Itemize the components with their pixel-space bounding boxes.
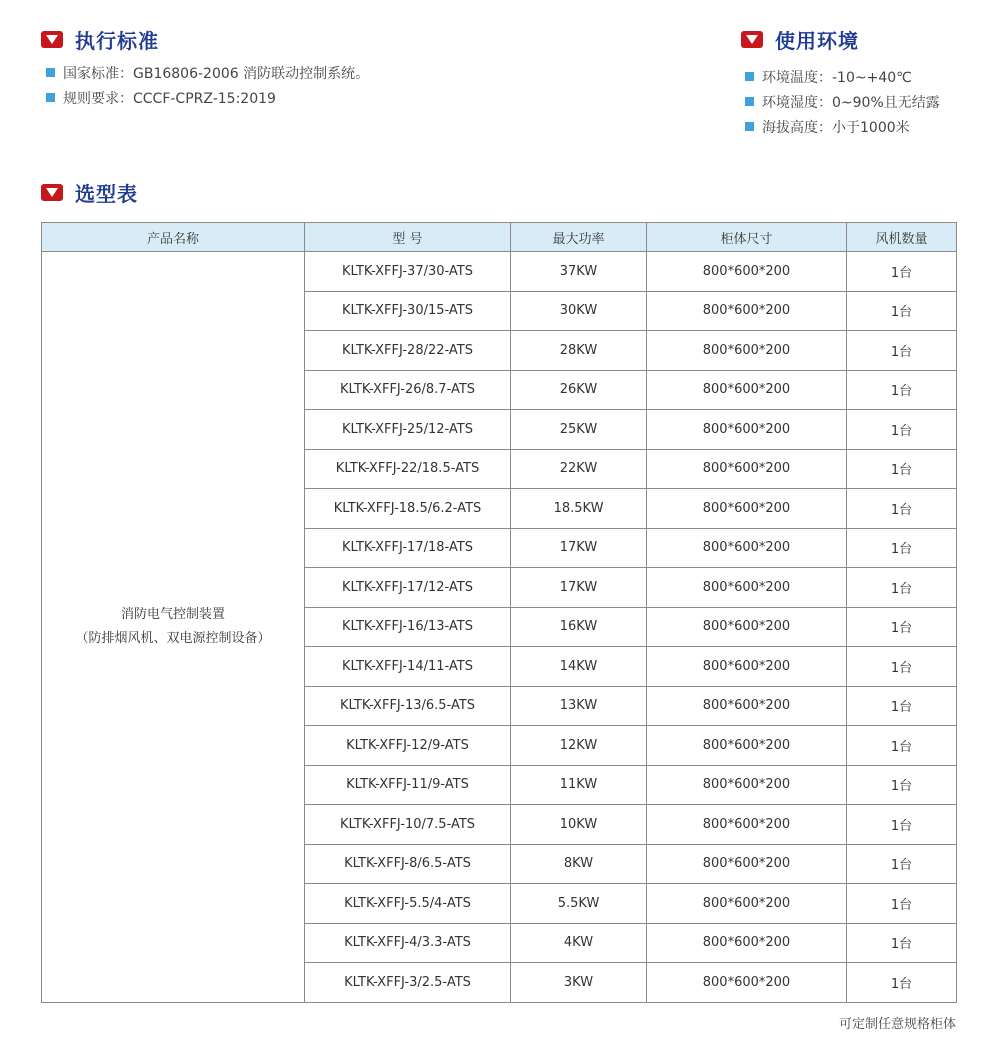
model-cell: KLTK-XFFJ-18.5/6.2-ATS: [305, 489, 511, 529]
power-cell: 13KW: [511, 686, 647, 726]
model-cell: KLTK-XFFJ-37/30-ATS: [305, 252, 511, 292]
model-cell: KLTK-XFFJ-17/12-ATS: [305, 568, 511, 608]
model-cell: KLTK-XFFJ-17/18-ATS: [305, 528, 511, 568]
list-item: [745, 114, 940, 139]
model-cell: KLTK-XFFJ-4/3.3-ATS: [305, 923, 511, 963]
table-row: [42, 252, 957, 292]
power-cell: 4KW: [511, 923, 647, 963]
power-cell: 22KW: [511, 449, 647, 489]
model-cell: KLTK-XFFJ-3/2.5-ATS: [305, 963, 511, 1003]
size-cell: 800*600*200: [647, 331, 847, 371]
power-cell: 11KW: [511, 765, 647, 805]
table-body: [42, 252, 957, 1003]
qty-cell: 1台: [847, 844, 957, 884]
qty-cell: 1台: [847, 291, 957, 331]
list-item: [745, 89, 940, 114]
qty-cell: 1台: [847, 568, 957, 608]
list-item: [46, 85, 369, 110]
header-model: 型 号: [305, 223, 511, 252]
square-bullet-icon: [745, 72, 754, 81]
qty-cell: 1台: [847, 686, 957, 726]
environment-item: 环境温度：-10~+40℃: [762, 69, 912, 86]
down-triangle-icon: [741, 31, 763, 48]
selection-heading: [41, 178, 138, 207]
size-cell: 800*600*200: [647, 963, 847, 1003]
size-cell: 800*600*200: [647, 489, 847, 529]
size-cell: 800*600*200: [647, 449, 847, 489]
standards-title: 执行标准: [75, 29, 159, 53]
size-cell: 800*600*200: [647, 410, 847, 450]
size-cell: 800*600*200: [647, 923, 847, 963]
environment-heading: [741, 25, 859, 54]
power-cell: 10KW: [511, 805, 647, 845]
model-cell: KLTK-XFFJ-8/6.5-ATS: [305, 844, 511, 884]
model-cell: KLTK-XFFJ-28/22-ATS: [305, 331, 511, 371]
qty-cell: 1台: [847, 252, 957, 292]
qty-cell: 1台: [847, 410, 957, 450]
square-bullet-icon: [46, 93, 55, 102]
square-bullet-icon: [745, 122, 754, 131]
selection-title: 选型表: [75, 182, 138, 206]
table-header-row: [42, 223, 957, 252]
power-cell: 17KW: [511, 568, 647, 608]
qty-cell: 1台: [847, 963, 957, 1003]
down-triangle-icon: [41, 184, 63, 201]
list-item: [745, 64, 940, 89]
power-cell: 14KW: [511, 647, 647, 687]
size-cell: 800*600*200: [647, 528, 847, 568]
qty-cell: 1台: [847, 489, 957, 529]
power-cell: 37KW: [511, 252, 647, 292]
power-cell: 18.5KW: [511, 489, 647, 529]
qty-cell: 1台: [847, 370, 957, 410]
environment-item: 海拔高度：小于1000米: [762, 119, 910, 136]
square-bullet-icon: [745, 97, 754, 106]
size-cell: 800*600*200: [647, 568, 847, 608]
selection-table: [41, 222, 957, 1003]
size-cell: 800*600*200: [647, 686, 847, 726]
qty-cell: 1台: [847, 528, 957, 568]
model-cell: KLTK-XFFJ-16/13-ATS: [305, 607, 511, 647]
qty-cell: 1台: [847, 884, 957, 924]
model-cell: KLTK-XFFJ-13/6.5-ATS: [305, 686, 511, 726]
qty-cell: 1台: [847, 805, 957, 845]
power-cell: 8KW: [511, 844, 647, 884]
model-cell: KLTK-XFFJ-25/12-ATS: [305, 410, 511, 450]
size-cell: 800*600*200: [647, 765, 847, 805]
product-name-subline: （防排烟风机、双电源控制设备）: [75, 630, 271, 646]
power-cell: 26KW: [511, 370, 647, 410]
power-cell: 17KW: [511, 528, 647, 568]
size-cell: 800*600*200: [647, 252, 847, 292]
down-triangle-icon: [41, 31, 63, 48]
power-cell: 5.5KW: [511, 884, 647, 924]
model-cell: KLTK-XFFJ-10/7.5-ATS: [305, 805, 511, 845]
footnote: 可定制任意规格柜体: [838, 1017, 956, 1032]
header-product-name: 产品名称: [42, 223, 305, 252]
environment-title: 使用环境: [775, 29, 859, 53]
power-cell: 16KW: [511, 607, 647, 647]
qty-cell: 1台: [847, 726, 957, 766]
model-cell: KLTK-XFFJ-14/11-ATS: [305, 647, 511, 687]
power-cell: 3KW: [511, 963, 647, 1003]
product-name-cell: [42, 252, 305, 1003]
product-name-line: 消防电气控制装置: [120, 606, 225, 622]
power-cell: 30KW: [511, 291, 647, 331]
qty-cell: 1台: [847, 647, 957, 687]
model-cell: KLTK-XFFJ-22/18.5-ATS: [305, 449, 511, 489]
environment-list: [745, 64, 940, 139]
model-cell: KLTK-XFFJ-5.5/4-ATS: [305, 884, 511, 924]
model-cell: KLTK-XFFJ-12/9-ATS: [305, 726, 511, 766]
size-cell: 800*600*200: [647, 370, 847, 410]
power-cell: 25KW: [511, 410, 647, 450]
size-cell: 800*600*200: [647, 291, 847, 331]
qty-cell: 1台: [847, 449, 957, 489]
model-cell: KLTK-XFFJ-26/8.7-ATS: [305, 370, 511, 410]
size-cell: 800*600*200: [647, 884, 847, 924]
qty-cell: 1台: [847, 765, 957, 805]
size-cell: 800*600*200: [647, 726, 847, 766]
standards-list: [46, 60, 369, 110]
header-max-power: 最大功率: [511, 223, 647, 252]
header-cabinet-size: 柜体尺寸: [647, 223, 847, 252]
list-item: [46, 60, 369, 85]
power-cell: 12KW: [511, 726, 647, 766]
size-cell: 800*600*200: [647, 647, 847, 687]
size-cell: 800*600*200: [647, 607, 847, 647]
qty-cell: 1台: [847, 331, 957, 371]
model-cell: KLTK-XFFJ-30/15-ATS: [305, 291, 511, 331]
size-cell: 800*600*200: [647, 844, 847, 884]
qty-cell: 1台: [847, 923, 957, 963]
qty-cell: 1台: [847, 607, 957, 647]
header-fan-qty: 风机数量: [847, 223, 957, 252]
standards-item: 规则要求：CCCF-CPRZ-15:2019: [63, 90, 276, 107]
square-bullet-icon: [46, 68, 55, 77]
environment-item: 环境湿度：0~90%且无结露: [762, 94, 940, 111]
power-cell: 28KW: [511, 331, 647, 371]
model-cell: KLTK-XFFJ-11/9-ATS: [305, 765, 511, 805]
standards-item: 国家标准：GB16806-2006 消防联动控制系统。: [63, 65, 370, 82]
size-cell: 800*600*200: [647, 805, 847, 845]
standards-heading: [41, 25, 159, 54]
